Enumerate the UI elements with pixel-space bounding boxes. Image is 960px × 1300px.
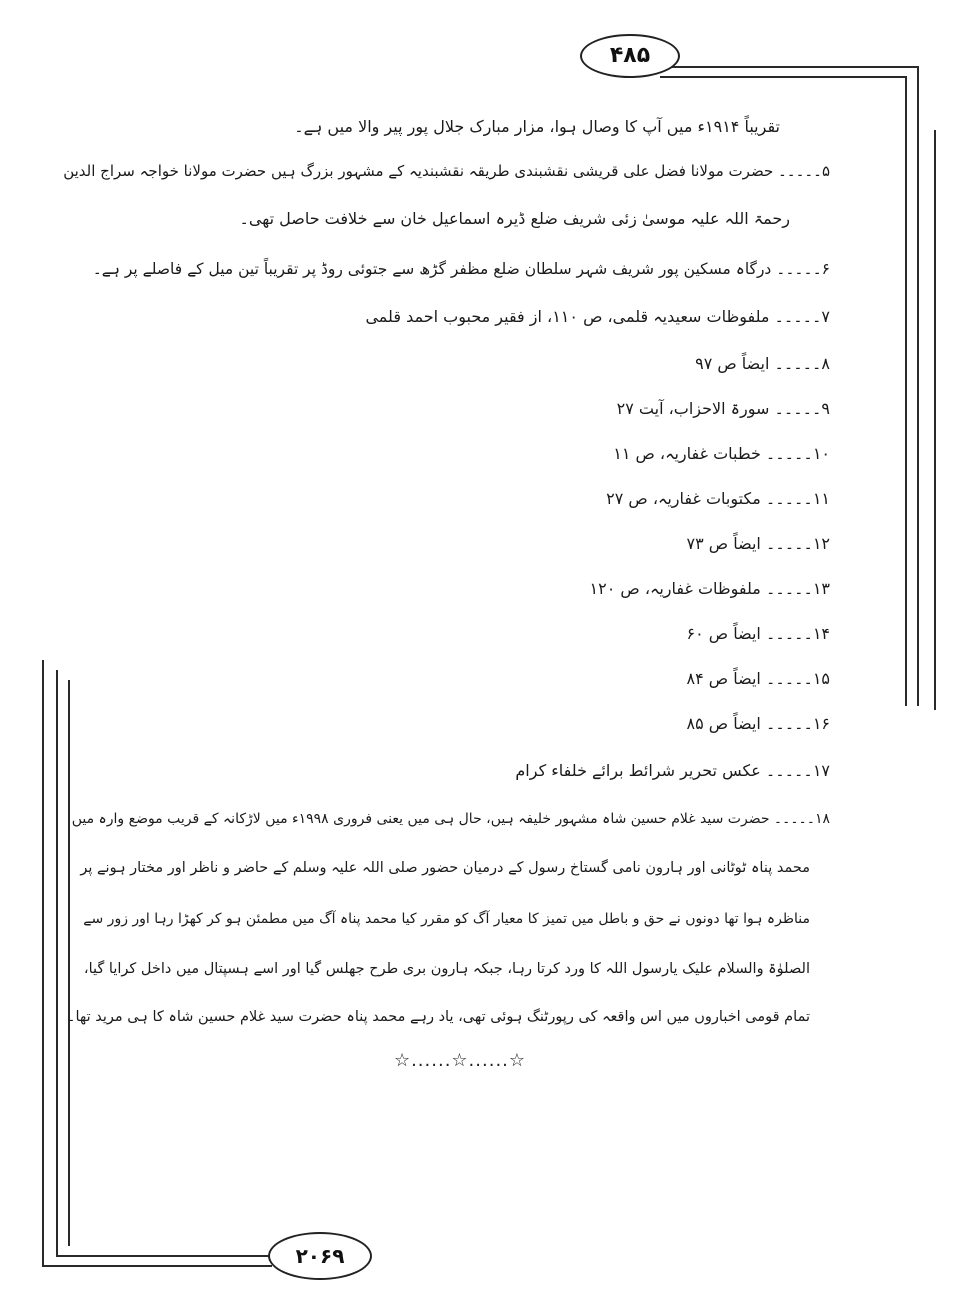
end-ornament: ☆......☆......☆ bbox=[393, 1050, 527, 1071]
footnote-9: ۹۔۔۔۔۔ سورۃ الاحزاب، آیت ۲۷ bbox=[616, 399, 830, 418]
footnote-11: ۱۱۔۔۔۔۔ مکتوبات غفاریہ، ص ۲۷ bbox=[606, 489, 830, 508]
footnote-18-line-2: محمد پناہ ٹوٹانی اور ہارون نامی گستاخ رسول کے درمیان حضور صلی اللہ علیہ وسلم کے حاضر و ناظر اور مختار ہونے پر bbox=[80, 860, 810, 876]
footnote-8: ۸۔۔۔۔۔ ایضاً ص ۹۷ bbox=[695, 354, 830, 373]
footnote-13: ۱۳۔۔۔۔۔ ملفوظات غفاریہ، ص ۱۲۰ bbox=[589, 579, 830, 598]
frame-bottom-line-outer bbox=[42, 1265, 272, 1267]
frame-left-line-edge bbox=[68, 680, 70, 1246]
footnote-18-line-3: مناظرہ ہوا تھا دونوں نے حق و باطل میں تمیز کا معیار آگ کو مقرر کیا محمد پناہ آگ میں مطمئن ہو کر کھڑا رہا اور زور سے bbox=[83, 911, 810, 927]
header-page-number: ۴۸۵ bbox=[580, 34, 680, 78]
footnote-10: ۱۰۔۔۔۔۔ خطبات غفاریہ، ص ۱۱ bbox=[613, 444, 830, 463]
frame-right-line-inner bbox=[905, 76, 907, 706]
footnote-6: ۶۔۔۔۔۔ درگاہ مسکین پور شریف شہر سلطان ضلع مظفر گڑھ سے جتوئی روڈ پر تقریباً تین میل کے فاصلے پر ہے۔ bbox=[92, 260, 830, 278]
frame-right-line-edge bbox=[934, 130, 936, 710]
footnote-7: ۷۔۔۔۔۔ ملفوظات سعیدیہ قلمی، ص ۱۱۰، از فقیر محبوب احمد قلمی bbox=[365, 307, 830, 326]
text-line-1: تقریباً ۱۹۱۴ء میں آپ کا وصال ہوا، مزار مبارک جلال پور پیر والا میں ہے۔ bbox=[294, 117, 780, 136]
footnote-18-line-4: الصلوٰۃ والسلام علیک یارسول اللہ کا ورد کرتا رہا، جبکہ ہارون بری طرح جھلس گیا اور اسے ہسپتال میں داخل کرایا گیا، bbox=[83, 961, 810, 977]
frame-right-line-outer bbox=[917, 66, 919, 706]
footnote-18-line-1: ۱۸۔۔۔۔۔ حضرت سید غلام حسین شاہ مشہور خلیفہ ہیں، حال ہی میں یعنی فروری ۱۹۹۸ء میں لاڑکانہ کے قریب موضع وارہ میں bbox=[71, 811, 830, 827]
footnote-15: ۱۵۔۔۔۔۔ ایضاً ص ۸۴ bbox=[686, 669, 830, 688]
footnote-14: ۱۴۔۔۔۔۔ ایضاً ص ۶۰ bbox=[686, 624, 830, 643]
frame-left-line-inner bbox=[56, 670, 58, 1256]
frame-bottom-line-inner bbox=[56, 1255, 270, 1257]
footnote-5-line-2: رحمۃ اللہ علیہ موسیٰ زئی شریف ضلع ڈیرہ اسماعیل خان سے خلافت حاصل تھی۔ bbox=[239, 209, 790, 228]
footer-page-number: ۲۰۶۹ bbox=[268, 1232, 372, 1280]
frame-left-line-outer bbox=[42, 660, 44, 1266]
footnote-5-line-1: ۵۔۔۔۔۔ حضرت مولانا فضل علی قریشی نقشبندی طریقہ نقشبندیہ کے مشہور بزرگ ہیں حضرت مولانا خواجہ سراج الدین bbox=[63, 162, 830, 180]
footnote-16: ۱۶۔۔۔۔۔ ایضاً ص ۸۵ bbox=[686, 714, 830, 733]
frame-top-line bbox=[660, 66, 918, 68]
footnote-18-line-5: تمام قومی اخباروں میں اس واقعہ کی رپورٹنگ ہوئی تھی، یاد رہے محمد پناہ حضرت سید غلام حسین شاہ کا ہی مرید تھا۔ bbox=[66, 1009, 810, 1025]
frame-top-line-inner bbox=[660, 76, 906, 78]
footnote-17: ۱۷۔۔۔۔۔ عکس تحریر شرائط برائے خلفاء کرام bbox=[515, 761, 830, 780]
footnote-12: ۱۲۔۔۔۔۔ ایضاً ص ۷۳ bbox=[686, 534, 830, 553]
